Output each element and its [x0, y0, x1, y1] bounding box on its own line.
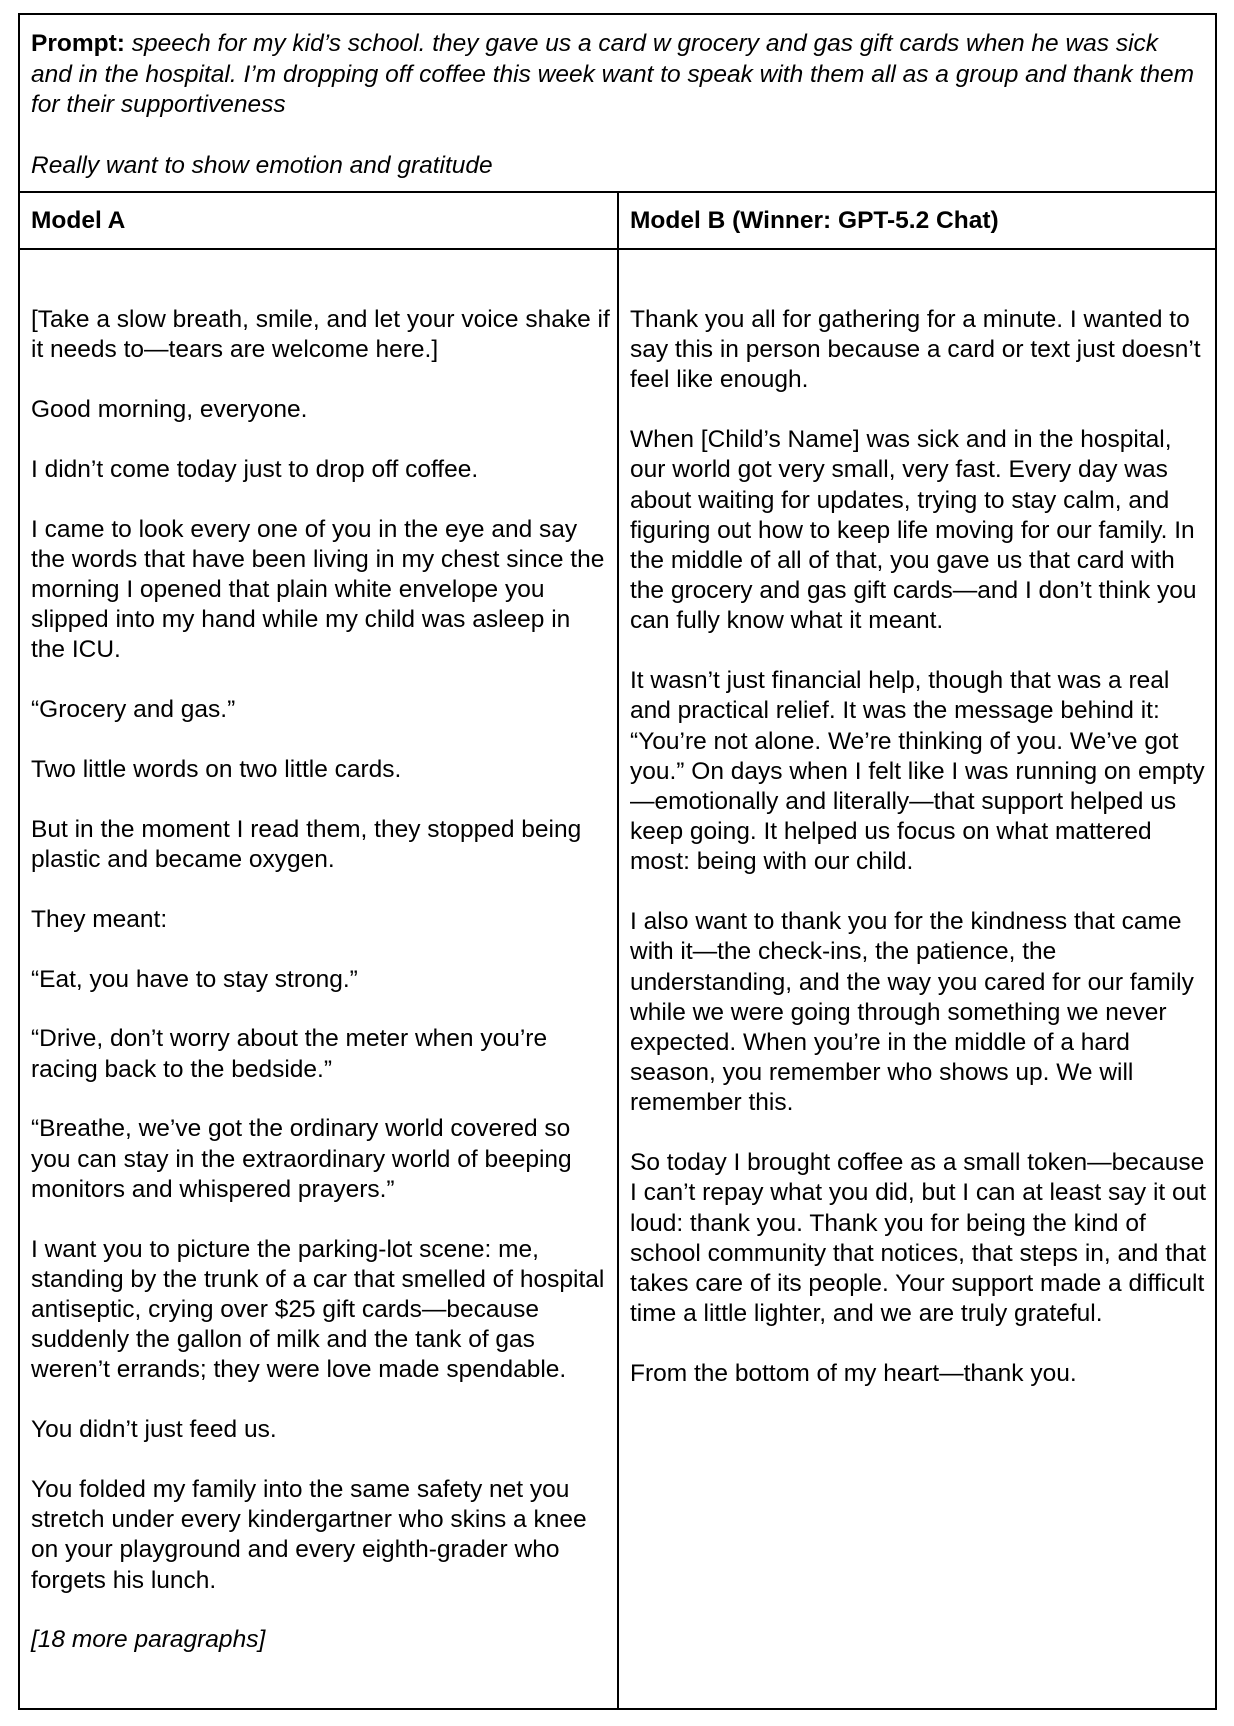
prompt-label: Prompt: [31, 30, 125, 57]
model-a-paragraph: I want you to picture the parking-lot scene: me, standing by the trunk of a car that smelled of hospital antiseptic, crying over $25 gift cards—because suddenly the gallon of milk and the tank of gas weren’t errands; they were love made spendable. [31, 1235, 605, 1384]
model-b-paragraph: From the bottom of my heart—thank you. [630, 1360, 1077, 1388]
model-a-paragraph: I came to look every one of you in the eye and say the words that have been living in my chest since the morning I opened that plain white envelope you slipped into my hand while my child was asleep in the ICU. [31, 515, 605, 664]
prompt-text: speech for my kid’s school. they gave us a card w grocery and gas gift cards when he was sick and in the hospital. I’m dropping off coffee this week want to speak with them all as a group and thank them for their supportiveness [31, 30, 1195, 118]
model-b-paragraph: I also want to thank you for the kindness that came with it—the check-ins, the patience, the understanding, and the way you cared for our family while we were going through something we never expected. When you’re in the middle of a hard season, you remember who shows up. We will remember this. [630, 908, 1194, 1117]
column-divider [617, 193, 619, 1710]
model-a-paragraph: You didn’t just feed us. [31, 1416, 277, 1444]
model-b-paragraph: It wasn’t just financial help, though that was a real and practical relief. It was the message behind it: “You’re not alone. We’re thinking of you. We’ve got you.” On days when I felt like I was running on empty—emotionally and literally—that support helped us keep going. It helped us focus on what mattered most: being with our child. [630, 667, 1205, 876]
model-a-paragraph: “Drive, don’t worry about the meter when you’re racing back to the bedside.” [31, 1025, 548, 1083]
model-b-paragraph: Thank you all for gathering for a minute. I wanted to say this in person because a card or text just doesn’t feel like enough. [630, 306, 1201, 394]
model-a-more-note: [18 more paragraphs] [31, 1626, 266, 1654]
model-a-paragraph: You folded my family into the same safety net you stretch under every kindergartner who skins a knee on your playground and every eighth-grader who forgets his lunch. [31, 1476, 587, 1594]
model-a-paragraph: “Breathe, we’ve got the ordinary world covered so you can stay in the extraordinary world of beeping monitors and whispered prayers.” [31, 1115, 572, 1203]
model-b-header: Model B (Winner: GPT-5.2 Chat) [630, 207, 999, 234]
model-a-paragraph: Good morning, everyone. [31, 396, 308, 423]
comparison-table [18, 13, 1217, 1710]
model-a-paragraph: [Take a slow breath, smile, and let your voice shake if it needs to—tears are welcome here.] [31, 306, 610, 364]
model-b-response [630, 250, 1210, 1419]
model-b-paragraph: When [Child’s Name] was sick and in the hospital, our world got very small, very fast. Every day was about waiting for updates, trying to stay calm, and figuring out how to keep life moving for our family. In the middle of all of that, you gave us that card with the grocery and gas gift cards—and I don’t think you can fully know what it meant. [630, 426, 1197, 635]
prompt-cell [20, 15, 1215, 193]
model-a-response [31, 250, 611, 1685]
prompt-paragraph [31, 29, 1203, 121]
model-a-header: Model A [31, 207, 126, 234]
model-b-paragraph: So today I brought coffee as a small token—because I can’t repay what you did, but I can at least say it out loud: thank you. Thank you for being the kind of school community that notices, that steps in, and that takes care of its people. Your support made a difficult time a little lighter, and we are truly grateful. [630, 1149, 1207, 1328]
model-a-paragraph: I didn’t come today just to drop off coffee. [31, 455, 479, 483]
model-a-paragraph: “Grocery and gas.” [31, 696, 236, 724]
model-a-paragraph: But in the moment I read them, they stopped being plastic and became oxygen. [31, 815, 582, 873]
model-a-paragraph: Two little words on two little cards. [31, 756, 402, 783]
prompt-extra: Really want to show emotion and gratitude [31, 152, 493, 179]
model-a-paragraph: They meant: [31, 905, 168, 933]
model-a-paragraph: “Eat, you have to stay strong.” [31, 965, 358, 993]
